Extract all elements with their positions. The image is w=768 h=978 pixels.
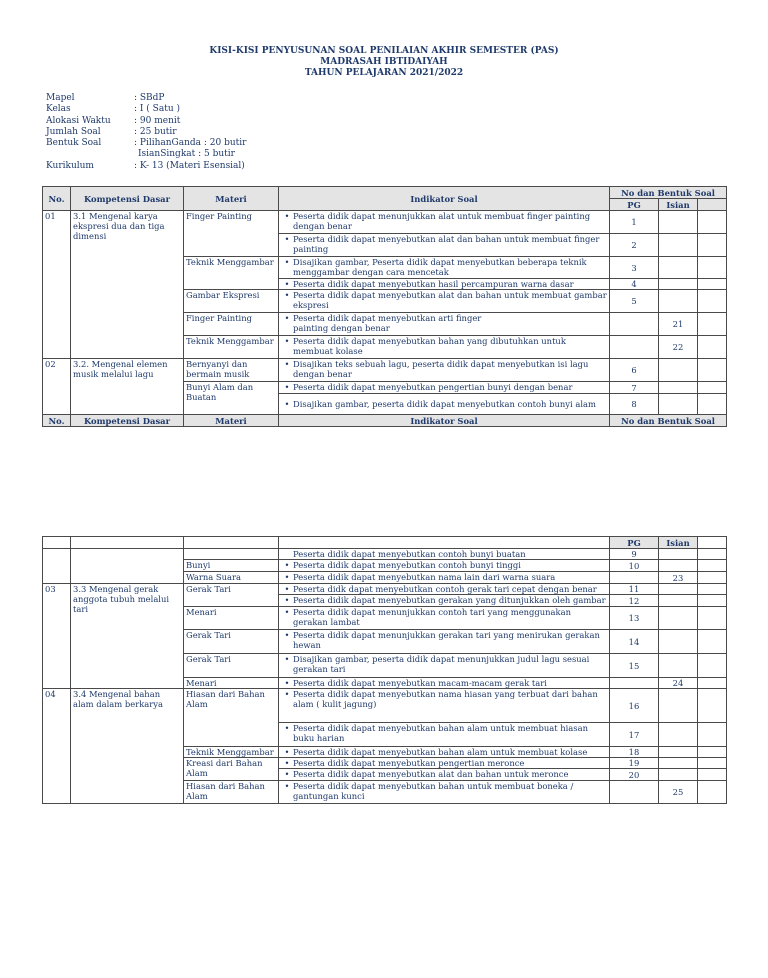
indikator-cell bbox=[279, 234, 610, 257]
extra-cell bbox=[698, 723, 727, 747]
meta-jumlah bbox=[46, 127, 246, 138]
extra-cell bbox=[698, 689, 727, 723]
col-indikator-header: Indikator Soal bbox=[279, 187, 610, 211]
extra-cell bbox=[698, 290, 727, 313]
bullet-icon: • bbox=[284, 769, 290, 779]
isian-cell: 25 bbox=[659, 781, 698, 804]
col-indikator-footer: Indikator Soal bbox=[279, 415, 610, 427]
col-extra-header bbox=[698, 199, 727, 211]
materi-cell: Finger Painting bbox=[184, 313, 279, 336]
meta-label: Mapel bbox=[46, 93, 75, 103]
extra-cell bbox=[698, 747, 727, 758]
pg-cell: 6 bbox=[610, 359, 659, 382]
extra-cell bbox=[698, 607, 727, 630]
meta-label: Jumlah Soal bbox=[46, 126, 101, 137]
indikator-cell bbox=[279, 279, 610, 290]
indikator-text: Peserta didik dapat menyebutkan arti finger painting dengan benar bbox=[293, 313, 482, 333]
extra-cell bbox=[698, 336, 727, 359]
indikator-cell bbox=[279, 689, 610, 723]
meta-label bbox=[46, 149, 134, 160]
meta-value: : SBdP bbox=[134, 93, 165, 103]
kd-text: 3.2. Mengenal elemen musik melalui lagu bbox=[71, 359, 184, 415]
isian-cell: 22 bbox=[659, 336, 698, 359]
bullet-spacer bbox=[281, 549, 293, 559]
bullet-icon: • bbox=[284, 313, 290, 323]
indikator-cell bbox=[279, 560, 610, 572]
materi-cell: Teknik Menggambar bbox=[184, 257, 279, 290]
materi-cell bbox=[184, 549, 279, 560]
meta-value: : PilihanGanda : 20 butir bbox=[134, 138, 247, 149]
indikator-cell bbox=[279, 630, 610, 654]
extra-cell bbox=[698, 595, 727, 607]
isian-cell bbox=[659, 234, 698, 257]
indikator-text: Peserta didik dapat menyebutkan gerakan yang ditunjukkan oleh gambar bbox=[293, 595, 606, 605]
indikator-text: Peserta didik dapat menunjukkan gerakan tari yang menirukan gerakan hewan bbox=[293, 630, 600, 650]
indikator-text: Peserta didik dapat menyebutkan macam-macam gerak tari bbox=[293, 678, 547, 688]
kd-number bbox=[43, 549, 71, 584]
bullet-icon: • bbox=[284, 336, 290, 346]
extra-cell bbox=[698, 359, 727, 382]
meta-value: : 90 menit bbox=[134, 115, 181, 126]
pg-cell: 17 bbox=[610, 723, 659, 747]
col-no-header bbox=[43, 537, 71, 549]
pg-cell bbox=[610, 313, 659, 336]
meta-label: Kurikulum bbox=[46, 160, 94, 171]
indikator-cell bbox=[279, 549, 610, 560]
pg-cell: 8 bbox=[610, 394, 659, 415]
meta-kelas bbox=[46, 104, 246, 115]
kd-number: 03 bbox=[43, 584, 71, 689]
pg-cell bbox=[610, 336, 659, 359]
materi-cell: Bernyanyi dan bermain musik bbox=[184, 359, 279, 382]
indikator-cell bbox=[279, 607, 610, 630]
pg-cell: 13 bbox=[610, 607, 659, 630]
pg-cell: 10 bbox=[610, 560, 659, 572]
table-row bbox=[43, 359, 727, 382]
pg-cell: 1 bbox=[610, 211, 659, 234]
materi-cell: Menari bbox=[184, 607, 279, 630]
bullet-icon: • bbox=[284, 630, 290, 640]
bullet-icon: • bbox=[284, 257, 290, 267]
indikator-cell bbox=[279, 723, 610, 747]
indikator-text: Peserta didik dapat menyebutkan contoh bunyi tinggi bbox=[293, 560, 521, 570]
extra-cell bbox=[698, 769, 727, 781]
indikator-cell bbox=[279, 769, 610, 781]
meta-value: : I ( Satu ) bbox=[134, 104, 180, 115]
indikator-cell bbox=[279, 758, 610, 769]
indikator-cell bbox=[279, 211, 610, 234]
meta-block bbox=[46, 93, 246, 172]
indikator-text: Peserta didik dapat menyebutkan bahan alam untuk membuat kolase bbox=[293, 747, 588, 757]
extra-cell bbox=[698, 560, 727, 572]
col-isian-header: Isian bbox=[659, 199, 698, 211]
pg-cell: 18 bbox=[610, 747, 659, 758]
extra-cell bbox=[698, 234, 727, 257]
materi-cell: Gerak Tari bbox=[184, 630, 279, 654]
extra-cell bbox=[698, 549, 727, 560]
bullet-icon: • bbox=[284, 747, 290, 757]
isian-cell bbox=[659, 723, 698, 747]
bullet-icon: • bbox=[284, 723, 290, 733]
materi-cell: Gerak Tari bbox=[184, 654, 279, 678]
bullet-icon: • bbox=[284, 758, 290, 768]
pg-cell: 15 bbox=[610, 654, 659, 678]
materi-cell: Hiasan dari Bahan Alam bbox=[184, 781, 279, 804]
indikator-text: Peserta didk dapat menyebutkan contoh gerak tari cepat dengan benar bbox=[293, 584, 597, 594]
bullet-icon: • bbox=[284, 572, 290, 582]
table-row bbox=[43, 549, 727, 560]
isian-cell bbox=[659, 359, 698, 382]
meta-label: Kelas bbox=[46, 104, 71, 115]
col-no-footer: No. bbox=[43, 415, 71, 427]
doc-title-line1: KISI-KISI PENYUSUNAN SOAL PENILAIAN AKHIR SEMESTER (PAS) bbox=[209, 46, 559, 56]
meta-label: Alokasi Waktu bbox=[46, 115, 111, 126]
pg-cell bbox=[610, 572, 659, 584]
col-extra-header bbox=[698, 537, 727, 549]
indikator-cell bbox=[279, 290, 610, 313]
kisi-table-1 bbox=[42, 186, 727, 427]
col-pg-header: PG bbox=[610, 537, 659, 549]
isian-cell bbox=[659, 394, 698, 415]
table-row bbox=[43, 689, 727, 723]
isian-cell bbox=[659, 257, 698, 279]
col-pg-header: PG bbox=[610, 199, 659, 211]
table-footer-row bbox=[43, 415, 727, 427]
indikator-text: Peserta didik dapat menyebutkan contoh bunyi buatan bbox=[293, 549, 526, 559]
kisi-table-2 bbox=[42, 536, 727, 804]
pg-cell: 9 bbox=[610, 549, 659, 560]
col-no-header: No. bbox=[43, 187, 71, 211]
indikator-text: Peserta didik dapat menyebutkan pengertian meronce bbox=[293, 758, 525, 768]
isian-cell bbox=[659, 549, 698, 560]
extra-cell bbox=[698, 257, 727, 279]
meta-bentuk-2 bbox=[46, 149, 246, 160]
kd-text: 3.4 Mengenal bahan alam dalam berkarya bbox=[71, 689, 184, 804]
indikator-text: Peserta didik dapat menyebutkan pengertian bunyi dengan benar bbox=[293, 382, 573, 392]
table-header-row bbox=[43, 187, 727, 199]
indikator-text: Peserta didik dapat menunjukkan contoh tari yang menggunakan gerakan lambat bbox=[293, 607, 572, 627]
pg-cell: 14 bbox=[610, 630, 659, 654]
bullet-icon: • bbox=[284, 359, 290, 369]
meta-alokasi bbox=[46, 116, 246, 127]
meta-value: : 25 butir bbox=[134, 126, 177, 137]
materi-cell: Warna Suara bbox=[184, 572, 279, 584]
pg-cell: 20 bbox=[610, 769, 659, 781]
indikator-cell bbox=[279, 257, 610, 279]
indikator-cell bbox=[279, 678, 610, 689]
indikator-text: Peserta didik dapat menyebutkan bahan alam untuk membuat hiasan buku harian bbox=[293, 723, 588, 743]
indikator-cell bbox=[279, 336, 610, 359]
isian-cell bbox=[659, 769, 698, 781]
indikator-text: Disajikan gambar, peserta didik dapat menyebutkan contoh bunyi alam bbox=[293, 399, 596, 409]
indikator-text: Peserta didik dapat menyebutkan alat dan bahan untuk meronce bbox=[293, 769, 569, 779]
bullet-icon: • bbox=[284, 678, 290, 688]
pg-cell: 11 bbox=[610, 584, 659, 595]
isian-cell: 21 bbox=[659, 313, 698, 336]
isian-cell: 24 bbox=[659, 678, 698, 689]
extra-cell bbox=[698, 394, 727, 415]
materi-cell: Finger Painting bbox=[184, 211, 279, 257]
materi-cell: Gambar Ekspresi bbox=[184, 290, 279, 313]
meta-mapel bbox=[46, 93, 246, 104]
materi-cell: Kreasi dari Bahan Alam bbox=[184, 758, 279, 781]
isian-cell bbox=[659, 560, 698, 572]
indikator-text: Peserta didik dapat menyebutkan nama lain dari warna suara bbox=[293, 572, 556, 582]
kd-number: 01 bbox=[43, 211, 71, 359]
isian-cell bbox=[659, 584, 698, 595]
col-nobentuk-footer: No dan Bentuk Soal bbox=[610, 415, 727, 427]
kd-text: 3.3 Mengenal gerak anggota tubuh melalui tari bbox=[71, 584, 184, 689]
extra-cell bbox=[698, 313, 727, 336]
isian-cell bbox=[659, 211, 698, 234]
pg-cell: 12 bbox=[610, 595, 659, 607]
isian-cell bbox=[659, 607, 698, 630]
table-header-row bbox=[43, 537, 727, 549]
indikator-cell bbox=[279, 654, 610, 678]
indikator-cell bbox=[279, 747, 610, 758]
extra-cell bbox=[698, 572, 727, 584]
indikator-cell bbox=[279, 595, 610, 607]
meta-label: Bentuk Soal bbox=[46, 138, 102, 149]
isian-cell bbox=[659, 382, 698, 394]
indikator-text: Peserta didik dapat menyebutkan alat dan bahan untuk membuat finger painting bbox=[293, 234, 600, 254]
indikator-text: Peserta didik dapat menyebutkan bahan yang dibutuhkan untuk membuat kolase bbox=[293, 336, 566, 356]
bullet-icon: • bbox=[284, 234, 290, 244]
bullet-icon: • bbox=[284, 279, 290, 289]
meta-value: : K- 13 (Materi Esensial) bbox=[134, 160, 245, 171]
col-isian-header: Isian bbox=[659, 537, 698, 549]
bullet-icon: • bbox=[284, 382, 290, 392]
doc-title-line2: MADRASAH IBTIDAIYAH bbox=[320, 57, 448, 67]
doc-title-line3: TAHUN PELAJARAN 2021/2022 bbox=[304, 68, 464, 78]
indikator-text: Peserta didik dapat menyebutkan nama hiasan yang terbuat dari bahan alam ( kulit jagung) bbox=[293, 689, 598, 709]
extra-cell bbox=[698, 279, 727, 290]
materi-cell: Bunyi Alam dan Buatan bbox=[184, 382, 279, 415]
bullet-icon: • bbox=[284, 211, 290, 221]
indikator-cell bbox=[279, 572, 610, 584]
indikator-text: Disajikan gambar, Peserta didik dapat menyebutkan beberapa teknik menggambar dengan cara mencetak bbox=[293, 257, 587, 277]
table-row bbox=[43, 584, 727, 595]
pg-cell: 4 bbox=[610, 279, 659, 290]
indikator-cell bbox=[279, 313, 610, 336]
materi-cell: Teknik Menggambar bbox=[184, 747, 279, 758]
isian-cell bbox=[659, 630, 698, 654]
pg-cell: 3 bbox=[610, 257, 659, 279]
pg-cell: 16 bbox=[610, 689, 659, 723]
materi-cell: Gerak Tari bbox=[184, 584, 279, 607]
indikator-text: Peserta didik dapat menyebutkan bahan untuk membuat boneka / gantungan kunci bbox=[293, 781, 574, 801]
col-materi-footer: Materi bbox=[184, 415, 279, 427]
isian-cell bbox=[659, 758, 698, 769]
bullet-icon: • bbox=[284, 654, 290, 664]
col-materi-header bbox=[184, 537, 279, 549]
pg-cell bbox=[610, 781, 659, 804]
kd-number: 04 bbox=[43, 689, 71, 804]
meta-bentuk bbox=[46, 138, 246, 149]
bullet-icon: • bbox=[284, 584, 290, 594]
pg-cell: 5 bbox=[610, 290, 659, 313]
col-kd-footer: Kompetensi Dasar bbox=[71, 415, 184, 427]
table-row bbox=[43, 211, 727, 234]
kd-text: 3.1 Mengenal karya ekspresi dua dan tiga dimensi bbox=[71, 211, 184, 359]
indikator-text: Peserta didik dapat menunjukkan alat untuk membuat finger painting dengan benar bbox=[293, 211, 591, 231]
kd-text bbox=[71, 549, 184, 584]
extra-cell bbox=[698, 211, 727, 234]
bullet-icon: • bbox=[284, 689, 290, 699]
pg-cell: 7 bbox=[610, 382, 659, 394]
col-kd-header bbox=[71, 537, 184, 549]
materi-cell: Bunyi bbox=[184, 560, 279, 572]
col-materi-header: Materi bbox=[184, 187, 279, 211]
indikator-text: Disajikan gambar, peserta didik dapat menunjukkan judul lagu sesuai gerakan tari bbox=[293, 654, 590, 674]
meta-value: IsianSingkat : 5 butir bbox=[138, 149, 235, 160]
extra-cell bbox=[698, 678, 727, 689]
indikator-cell bbox=[279, 584, 610, 595]
isian-cell: 23 bbox=[659, 572, 698, 584]
indikator-cell bbox=[279, 359, 610, 382]
col-indikator-header bbox=[279, 537, 610, 549]
pg-cell bbox=[610, 678, 659, 689]
kd-number: 02 bbox=[43, 359, 71, 415]
extra-cell bbox=[698, 781, 727, 804]
indikator-cell bbox=[279, 394, 610, 415]
indikator-text: Disajikan teks sebuah lagu, peserta didik dapat menyebutkan isi lagu dengan benar bbox=[293, 359, 589, 379]
extra-cell bbox=[698, 382, 727, 394]
indikator-cell bbox=[279, 382, 610, 394]
bullet-icon: • bbox=[284, 560, 290, 570]
isian-cell bbox=[659, 595, 698, 607]
extra-cell bbox=[698, 654, 727, 678]
meta-kurikulum bbox=[46, 161, 246, 172]
bullet-icon: • bbox=[284, 607, 290, 617]
bullet-icon: • bbox=[284, 781, 290, 791]
pg-cell: 2 bbox=[610, 234, 659, 257]
col-kd-header: Kompetensi Dasar bbox=[71, 187, 184, 211]
extra-cell bbox=[698, 758, 727, 769]
col-nobentuk-header: No dan Bentuk Soal bbox=[610, 187, 727, 199]
materi-cell: Teknik Menggambar bbox=[184, 336, 279, 359]
isian-cell bbox=[659, 747, 698, 758]
isian-cell bbox=[659, 279, 698, 290]
materi-cell: Menari bbox=[184, 678, 279, 689]
isian-cell bbox=[659, 290, 698, 313]
indikator-cell bbox=[279, 781, 610, 804]
extra-cell bbox=[698, 584, 727, 595]
extra-cell bbox=[698, 630, 727, 654]
materi-cell: Hiasan dari Bahan Alam bbox=[184, 689, 279, 747]
bullet-icon: • bbox=[284, 399, 290, 409]
indikator-text: Peserta didik dapat menyebutkan hasil percampuran warna dasar bbox=[293, 279, 574, 289]
bullet-icon: • bbox=[284, 595, 290, 605]
indikator-text: Peserta didik dapat menyebutkan alat dan bahan untuk membuat gambar ekspresi bbox=[293, 290, 607, 310]
isian-cell bbox=[659, 654, 698, 678]
bullet-icon: • bbox=[284, 290, 290, 300]
pg-cell: 19 bbox=[610, 758, 659, 769]
isian-cell bbox=[659, 689, 698, 723]
